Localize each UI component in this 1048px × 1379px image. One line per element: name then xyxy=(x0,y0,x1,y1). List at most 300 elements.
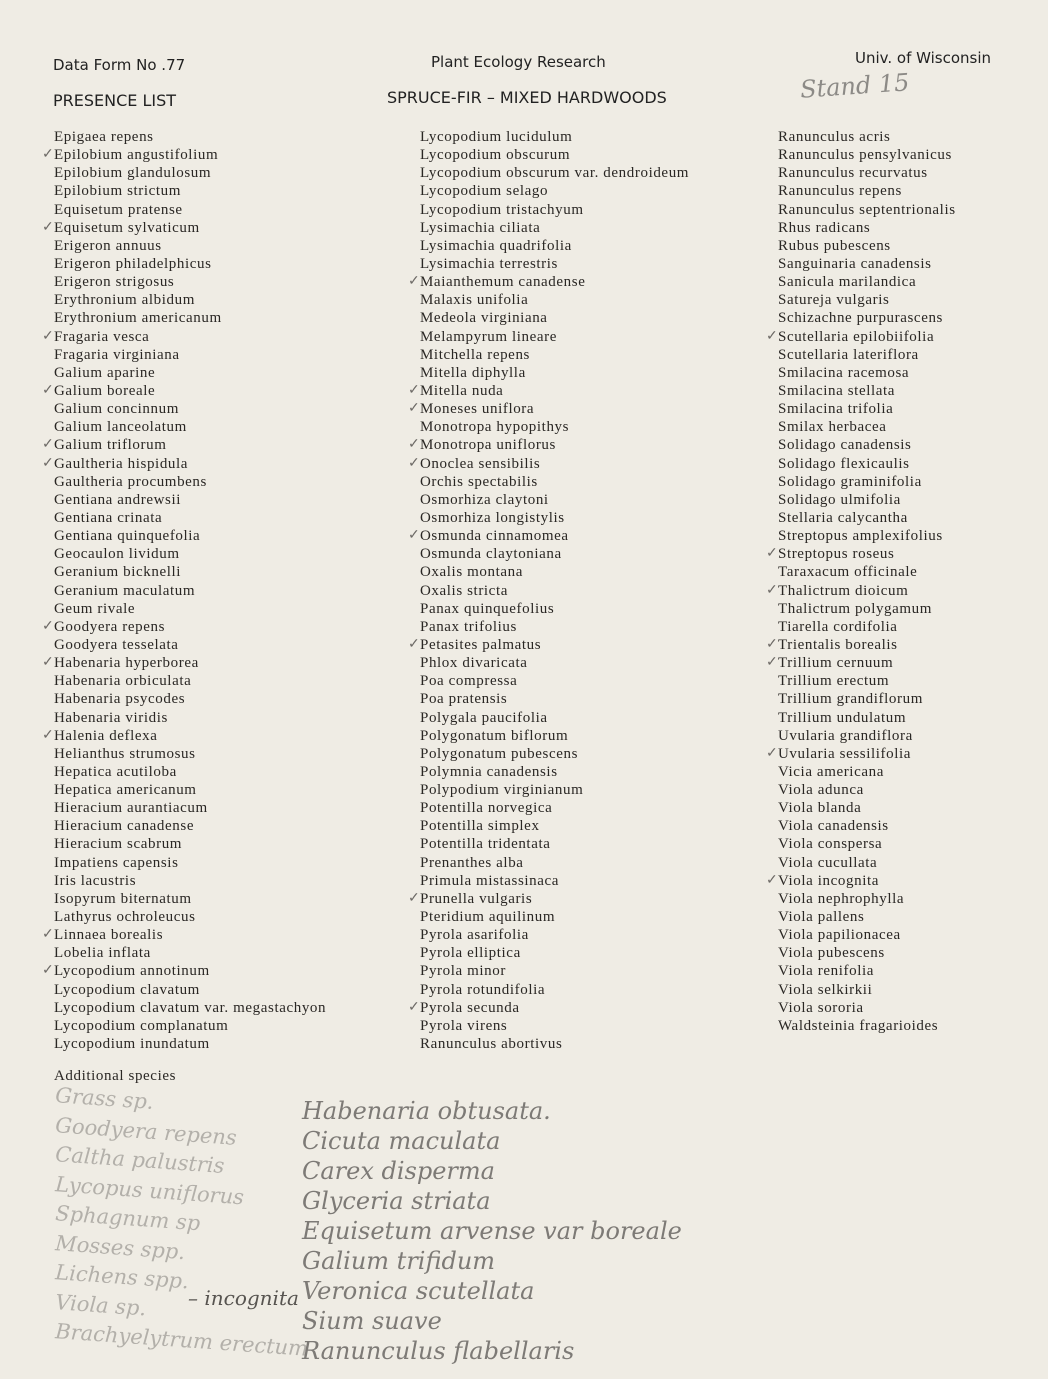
species-name: Viola renifolia xyxy=(778,963,874,980)
species-name: Ranunculus abortivus xyxy=(420,1036,563,1053)
handwritten-species: Sphagnum sp xyxy=(54,1201,202,1236)
species-name: Poa compressa xyxy=(420,673,518,690)
species-name: Habenaria orbiculata xyxy=(54,673,192,690)
check-mark-icon: ✓ xyxy=(42,328,55,344)
species-name: Lycopodium selago xyxy=(420,183,549,200)
species-item xyxy=(420,418,689,436)
species-item xyxy=(778,709,956,727)
species-name: Ranunculus repens xyxy=(778,183,902,200)
species-item xyxy=(420,944,689,962)
species-item xyxy=(420,690,689,708)
species-name: Lycopodium complanatum xyxy=(54,1017,229,1034)
species-item xyxy=(778,455,956,473)
species-name: Trillium cernuum xyxy=(778,655,894,672)
species-item xyxy=(420,563,689,581)
species-name: Solidago ulmifolia xyxy=(778,491,901,508)
species-name: Osmorhiza longistylis xyxy=(420,509,565,526)
species-name: Tiarella cordifolia xyxy=(778,618,898,635)
species-name: Primula mistassinaca xyxy=(420,872,560,889)
species-item xyxy=(420,672,689,690)
species-name: Galium aparine xyxy=(54,364,156,381)
handwritten-species: Glyceria striata xyxy=(302,1187,491,1215)
species-item xyxy=(42,654,326,672)
handwritten-species: Galium trifidum xyxy=(302,1247,496,1275)
check-mark-icon: ✓ xyxy=(42,727,55,743)
species-item xyxy=(778,962,956,980)
species-name: Habenaria hyperborea xyxy=(54,655,199,672)
species-item xyxy=(778,237,956,255)
species-item xyxy=(766,582,956,600)
species-item xyxy=(778,182,956,200)
species-name: Satureja vulgaris xyxy=(778,292,890,309)
species-item xyxy=(778,291,956,309)
species-name: Viola pallens xyxy=(778,909,865,926)
species-item xyxy=(42,146,326,164)
species-name: Geranium maculatum xyxy=(54,582,196,599)
species-item xyxy=(42,926,326,944)
species-name: Osmunda claytoniana xyxy=(420,546,562,563)
species-item xyxy=(408,455,689,473)
species-name: Hieracium canadense xyxy=(54,818,195,835)
species-item xyxy=(420,509,689,527)
species-name: Helianthus strumosus xyxy=(54,745,196,762)
species-item xyxy=(778,835,956,853)
species-name: Maianthemum canadense xyxy=(420,274,586,291)
species-name: Polymnia canadensis xyxy=(420,763,558,780)
handwritten-species: Goodyera repens xyxy=(54,1112,238,1150)
species-name: Phlox divaricata xyxy=(420,655,528,672)
species-name: Panax trifolius xyxy=(420,618,517,635)
species-item xyxy=(420,981,689,999)
species-item xyxy=(54,291,326,309)
handwritten-additions-right xyxy=(302,1096,682,1366)
species-name: Viola canadensis xyxy=(778,818,889,835)
species-name: Monotropa uniflorus xyxy=(420,437,556,454)
species-name: Viola sororia xyxy=(778,999,864,1016)
species-name: Smilacina racemosa xyxy=(778,364,910,381)
species-name: Polypodium virginianum xyxy=(420,782,584,799)
check-mark-icon: ✓ xyxy=(766,636,779,652)
species-item xyxy=(778,854,956,872)
species-name: Hepatica americanum xyxy=(54,782,197,799)
check-mark-icon: ✓ xyxy=(42,963,55,979)
species-name: Geum rivale xyxy=(54,600,136,617)
species-name: Streptopus roseus xyxy=(778,546,895,563)
species-item xyxy=(420,255,689,273)
species-name: Erigeron annuus xyxy=(54,237,162,254)
species-name: Gaultheria hispidula xyxy=(54,455,189,472)
species-name: Galium boreale xyxy=(54,382,156,399)
species-item xyxy=(778,618,956,636)
species-name: Epilobium angustifolium xyxy=(54,147,219,164)
species-name: Onoclea sensibilis xyxy=(420,455,541,472)
species-item xyxy=(408,400,689,418)
species-name: Rubus pubescens xyxy=(778,237,891,254)
species-name: Galium triflorum xyxy=(54,437,167,454)
species-name: Lycopodium clavatum var. megastachyon xyxy=(54,999,327,1016)
species-item xyxy=(778,418,956,436)
species-item xyxy=(778,382,956,400)
species-name: Lysimachia quadrifolia xyxy=(420,237,572,254)
handwritten-species: Brachyelytrum erectum xyxy=(54,1319,309,1361)
species-item xyxy=(54,890,326,908)
species-item xyxy=(778,890,956,908)
species-name: Impatiens capensis xyxy=(54,854,179,871)
handwritten-species: Viola sp. xyxy=(54,1289,147,1320)
species-name: Viola selkirkii xyxy=(778,981,873,998)
species-name: Moneses uniflora xyxy=(420,401,535,418)
species-name: Viola incognita xyxy=(778,872,879,889)
species-name: Medeola virginiana xyxy=(420,310,548,327)
species-item xyxy=(778,400,956,418)
species-name: Polygonatum pubescens xyxy=(420,745,579,762)
species-name: Trillium undulatum xyxy=(778,709,907,726)
species-item xyxy=(408,999,689,1017)
check-mark-icon: ✓ xyxy=(42,147,55,163)
species-item xyxy=(420,1035,689,1053)
species-item xyxy=(54,817,326,835)
handwritten-additions-left xyxy=(54,1083,309,1361)
check-mark-icon: ✓ xyxy=(766,655,779,671)
species-name: Gentiana quinquefolia xyxy=(54,528,201,545)
species-name: Stellaria calycantha xyxy=(778,509,908,526)
species-item xyxy=(778,273,956,291)
species-name: Polygonatum biflorum xyxy=(420,727,569,744)
species-name: Mitella diphylla xyxy=(420,364,526,381)
species-name: Hieracium aurantiacum xyxy=(54,800,208,817)
species-name: Waldsteinia fragarioides xyxy=(778,1017,939,1034)
species-name: Equisetum pratense xyxy=(54,201,183,218)
species-name: Lathyrus ochroleucus xyxy=(54,909,196,926)
species-item xyxy=(778,255,956,273)
species-name: Lycopodium annotinum xyxy=(54,963,210,980)
species-item xyxy=(778,364,956,382)
species-item xyxy=(54,418,326,436)
check-mark-icon: ✓ xyxy=(42,382,55,398)
species-item xyxy=(778,690,956,708)
handwritten-species: Equisetum arvense var boreale xyxy=(302,1217,682,1245)
species-item xyxy=(54,545,326,563)
species-name: Prenanthes alba xyxy=(420,854,524,871)
species-item xyxy=(420,709,689,727)
species-item xyxy=(778,563,956,581)
species-name: Oxalis stricta xyxy=(420,582,508,599)
species-item xyxy=(420,781,689,799)
check-mark-icon: ✓ xyxy=(42,927,55,943)
species-name: Uvularia grandiflora xyxy=(778,727,913,744)
species-item xyxy=(408,636,689,654)
species-name: Trillium grandiflorum xyxy=(778,691,923,708)
species-item xyxy=(54,201,326,219)
handwritten-species: Lycopus uniflorus xyxy=(54,1171,245,1209)
species-item xyxy=(408,527,689,545)
species-name: Epilobium glandulosum xyxy=(54,165,212,182)
species-name: Viola papilionacea xyxy=(778,927,901,944)
check-mark-icon: ✓ xyxy=(408,636,421,652)
species-item xyxy=(42,382,326,400)
species-name: Mitella nuda xyxy=(420,382,504,399)
species-item xyxy=(420,582,689,600)
species-item xyxy=(54,582,326,600)
species-item xyxy=(420,182,689,200)
species-item xyxy=(420,835,689,853)
species-name: Viola conspersa xyxy=(778,836,883,853)
check-mark-icon: ✓ xyxy=(408,437,421,453)
species-item xyxy=(54,872,326,890)
species-item xyxy=(766,872,956,890)
species-name: Scutellaria epilobiifolia xyxy=(778,328,935,345)
species-name: Solidago graminifolia xyxy=(778,473,922,490)
species-item xyxy=(420,962,689,980)
species-name: Vicia americana xyxy=(778,763,884,780)
species-name: Osmunda cinnamomea xyxy=(420,528,569,545)
species-name: Geranium bicknelli xyxy=(54,564,182,581)
species-item xyxy=(778,309,956,327)
community-title: SPRUCE-FIR – MIXED HARDWOODS xyxy=(387,88,667,107)
species-item xyxy=(778,527,956,545)
species-name: Thalictrum dioicum xyxy=(778,582,909,599)
species-name: Equisetum sylvaticum xyxy=(54,219,200,236)
species-name: Erythronium americanum xyxy=(54,310,222,327)
species-item xyxy=(420,654,689,672)
species-item xyxy=(420,201,689,219)
species-item xyxy=(420,799,689,817)
species-item xyxy=(778,908,956,926)
species-item xyxy=(778,799,956,817)
species-item xyxy=(778,128,956,146)
species-name: Streptopus amplexifolius xyxy=(778,528,943,545)
species-item xyxy=(778,473,956,491)
list-title: PRESENCE LIST xyxy=(53,91,177,110)
species-item xyxy=(42,962,326,980)
form-number: Data Form No .77 xyxy=(53,56,186,74)
species-name: Poa pratensis xyxy=(420,691,508,708)
species-name: Panax quinquefolius xyxy=(420,600,555,617)
species-item xyxy=(778,219,956,237)
species-name: Geocaulon lividum xyxy=(54,546,180,563)
species-name: Viola blanda xyxy=(778,800,862,817)
species-name: Lobelia inflata xyxy=(54,945,151,962)
species-item xyxy=(408,382,689,400)
species-name: Viola pubescens xyxy=(778,945,885,962)
species-item xyxy=(54,1035,326,1053)
species-item xyxy=(54,309,326,327)
species-item xyxy=(778,817,956,835)
species-name: Viola adunca xyxy=(778,782,864,799)
species-item xyxy=(42,219,326,237)
species-name: Pyrola virens xyxy=(420,1017,508,1034)
check-mark-icon: ✓ xyxy=(766,582,779,598)
check-mark-icon: ✓ xyxy=(766,546,779,562)
species-item xyxy=(420,364,689,382)
species-item xyxy=(420,328,689,346)
species-item xyxy=(420,473,689,491)
handwritten-species: Sium suave xyxy=(302,1307,442,1335)
check-mark-icon: ✓ xyxy=(408,274,421,290)
species-name: Potentilla tridentata xyxy=(420,836,551,853)
species-name: Lycopodium obscurum xyxy=(420,147,571,164)
species-item xyxy=(778,600,956,618)
species-item xyxy=(54,273,326,291)
species-item xyxy=(420,727,689,745)
species-name: Pteridium aquilinum xyxy=(420,909,556,926)
species-name: Ranunculus recurvatus xyxy=(778,165,928,182)
species-item xyxy=(420,745,689,763)
species-item xyxy=(54,672,326,690)
species-item xyxy=(54,600,326,618)
species-name: Pyrola secunda xyxy=(420,999,520,1016)
species-name: Smilacina stellata xyxy=(778,382,896,399)
species-item xyxy=(766,545,956,563)
stand-annotation: Stand 15 xyxy=(799,68,911,104)
species-name: Habenaria psycodes xyxy=(54,691,186,708)
species-item xyxy=(54,781,326,799)
species-name: Malaxis unifolia xyxy=(420,292,529,309)
species-item xyxy=(54,745,326,763)
species-item xyxy=(54,491,326,509)
species-item xyxy=(420,1017,689,1035)
species-item xyxy=(42,436,326,454)
species-name: Lycopodium tristachyum xyxy=(420,201,584,218)
species-item xyxy=(54,563,326,581)
check-mark-icon: ✓ xyxy=(766,745,779,761)
species-name: Gaultheria procumbens xyxy=(54,473,207,490)
species-item xyxy=(420,146,689,164)
species-name: Oxalis montana xyxy=(420,564,523,581)
check-mark-icon: ✓ xyxy=(408,382,421,398)
species-name: Trillium erectum xyxy=(778,673,890,690)
species-item xyxy=(54,835,326,853)
species-name: Epigaea repens xyxy=(54,129,154,145)
species-name: Ranunculus septentrionalis xyxy=(778,201,956,218)
species-item xyxy=(42,328,326,346)
species-item xyxy=(778,781,956,799)
species-item xyxy=(778,436,956,454)
check-mark-icon: ✓ xyxy=(42,655,55,671)
species-item xyxy=(778,672,956,690)
species-name: Rhus radicans xyxy=(778,219,871,236)
species-name: Gentiana andrewsii xyxy=(54,491,182,508)
species-item xyxy=(408,436,689,454)
species-item xyxy=(766,636,956,654)
species-item xyxy=(54,690,326,708)
species-item xyxy=(778,509,956,527)
species-item xyxy=(778,164,956,182)
species-item xyxy=(420,926,689,944)
species-name: Halenia deflexa xyxy=(54,727,158,744)
species-name: Linnaea borealis xyxy=(54,927,164,944)
species-name: Prunella vulgaris xyxy=(420,890,533,907)
species-item xyxy=(778,1017,956,1035)
species-name: Fragaria virginiana xyxy=(54,346,180,363)
species-item xyxy=(42,727,326,745)
species-name: Pyrola asarifolia xyxy=(420,927,529,944)
species-item xyxy=(420,164,689,182)
species-item xyxy=(54,182,326,200)
check-mark-icon: ✓ xyxy=(408,999,421,1015)
species-item xyxy=(408,890,689,908)
species-name: Pyrola minor xyxy=(420,963,506,980)
species-item xyxy=(54,128,326,146)
species-item xyxy=(54,255,326,273)
species-item xyxy=(766,745,956,763)
species-column-1 xyxy=(42,128,327,1053)
species-name: Iris lacustris xyxy=(54,872,137,889)
check-mark-icon: ✓ xyxy=(766,872,779,888)
species-item xyxy=(42,618,326,636)
species-item xyxy=(420,128,689,146)
species-name: Gentiana crinata xyxy=(54,509,163,526)
handwritten-species: Cicuta maculata xyxy=(302,1127,501,1155)
species-item xyxy=(420,346,689,364)
species-column-2 xyxy=(408,128,690,1053)
species-name: Orchis spectabilis xyxy=(420,473,538,490)
species-name: Uvularia sessilifolia xyxy=(778,745,911,762)
additional-species-label: Additional species xyxy=(54,1068,177,1084)
species-name: Scutellaria lateriflora xyxy=(778,346,919,363)
species-name: Habenaria viridis xyxy=(54,709,168,726)
species-name: Lycopodium inundatum xyxy=(54,1036,210,1053)
species-name: Smilacina trifolia xyxy=(778,401,894,418)
species-item xyxy=(420,618,689,636)
species-item xyxy=(778,944,956,962)
species-name: Erigeron strigosus xyxy=(54,274,175,291)
species-item xyxy=(778,346,956,364)
species-item xyxy=(420,545,689,563)
species-item xyxy=(420,600,689,618)
species-name: Ranunculus acris xyxy=(778,129,891,145)
species-name: Pyrola elliptica xyxy=(420,945,521,962)
species-item xyxy=(420,908,689,926)
species-name: Hepatica acutiloba xyxy=(54,763,177,780)
check-mark-icon: ✓ xyxy=(408,455,421,471)
handwritten-incognita-note: – incognita xyxy=(188,1286,299,1310)
species-name: Goodyera tesselata xyxy=(54,636,179,653)
species-name: Thalictrum polygamum xyxy=(778,600,933,617)
species-item xyxy=(766,654,956,672)
species-item xyxy=(54,763,326,781)
check-mark-icon: ✓ xyxy=(408,528,421,544)
species-item xyxy=(778,146,956,164)
species-item xyxy=(54,981,326,999)
species-name: Lycopodium lucidulum xyxy=(420,129,573,145)
species-name: Sanguinaria canadensis xyxy=(778,255,932,272)
species-item xyxy=(54,999,326,1017)
species-name: Pyrola rotundifolia xyxy=(420,981,546,998)
check-mark-icon: ✓ xyxy=(42,437,55,453)
species-name: Sanicula marilandica xyxy=(778,274,917,291)
species-name: Viola nephrophylla xyxy=(778,890,905,907)
species-name: Erythronium albidum xyxy=(54,292,195,309)
species-item xyxy=(54,346,326,364)
species-item xyxy=(54,364,326,382)
species-name: Mitchella repens xyxy=(420,346,530,363)
species-item xyxy=(420,872,689,890)
species-item xyxy=(54,709,326,727)
species-name: Trientalis borealis xyxy=(778,636,898,653)
university-heading: Univ. of Wisconsin xyxy=(855,49,992,67)
handwritten-species: Lichens spp. xyxy=(54,1260,190,1294)
institution-heading: Plant Ecology Research xyxy=(431,53,606,71)
species-name: Schizachne purpurascens xyxy=(778,310,943,327)
species-name: Lycopodium clavatum xyxy=(54,981,200,998)
species-name: Melampyrum lineare xyxy=(420,328,558,345)
species-name: Petasites palmatus xyxy=(420,636,542,653)
species-item xyxy=(778,727,956,745)
check-mark-icon: ✓ xyxy=(408,401,421,417)
species-name: Fragaria vesca xyxy=(54,328,150,345)
species-name: Osmorhiza claytoni xyxy=(420,491,549,508)
